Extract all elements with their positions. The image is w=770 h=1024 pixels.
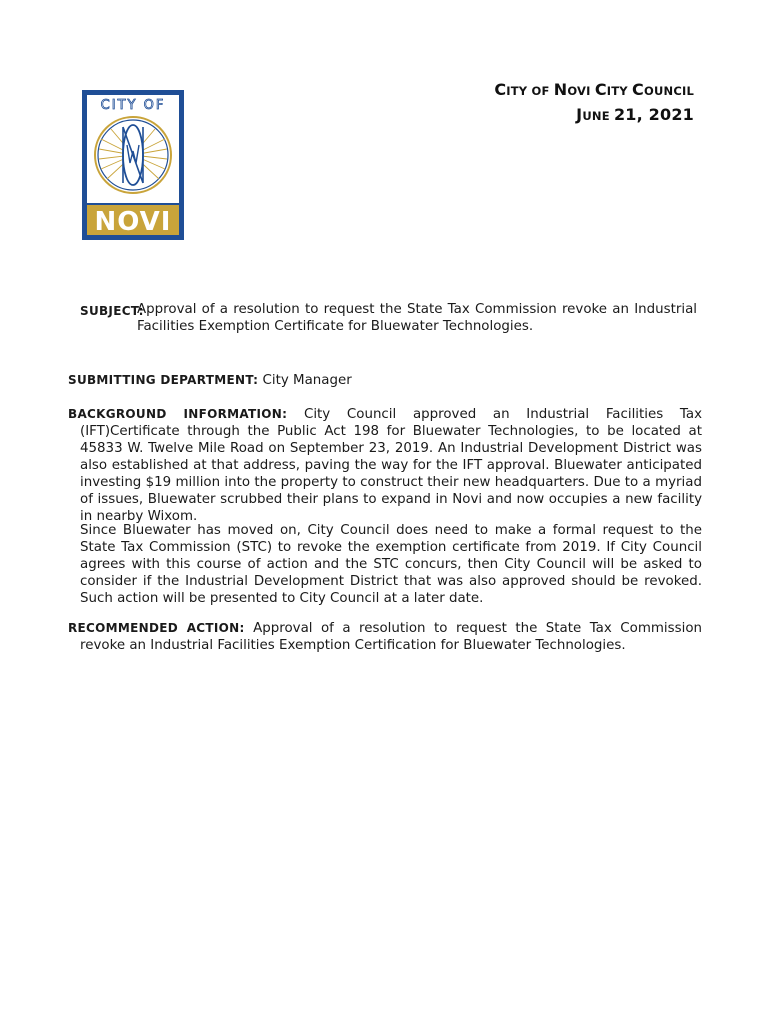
document-header [494,78,694,128]
background-paragraph-1: BACKGROUND INFORMATION: City Council approved an Industrial Facilities Tax (IFT)Certificate through the Public Act 198 for Bluewater Technologies, to be located at 45833 W. Twelve Mile Road on September 23, 2019. An Industrial Development District was also established at that address, paving the way for the IFT approval. Bluewater anticipated investing $19 million into the property to construct their new headquarters. Due to a myriad of issues, Bluewater scrubbed their plans to expand in Novi and now occupies a new facility in nearby Wixom. [68,407,702,524]
background-section-2 [80,522,702,607]
recommended-action-label: RECOMMENDED ACTION: [68,621,245,635]
recommended-action-section [68,620,702,654]
department-label: SUBMITTING DEPARTMENT: [68,373,259,387]
svg-text:NOVI: NOVI [94,207,172,237]
background-section [68,406,702,525]
department-value: City Manager [262,373,352,388]
header-meeting-date: JUNE 21, 2021 [576,105,694,124]
department-section [68,372,708,389]
background-label: BACKGROUND INFORMATION: [68,407,288,421]
subject-label: SUBJECT: [80,304,144,318]
header-council-name: CITY OF NOVI CITY COUNCIL [494,80,694,99]
background-paragraph-2: Since Bluewater has moved on, City Council does need to make a formal request to the State Tax Commission (STC) to revoke the exemption certificate from 2019. If City Council agrees with this course of action and the STC concurs, then City Council will be asked to consider if the Industrial Development District that was also approved should be revoked. Such action will be presented to City Council at a later date. [80,523,702,606]
subject-text: Approval of a resolution to request the State Tax Commission revoke an Industrial Facilities Exemption Certificate for Bluewater Technologies. [137,302,697,334]
city-seal-icon [81,89,185,241]
city-of-novi-logo [81,89,185,241]
svg-text:CITY OF: CITY OF [100,98,166,113]
recommended-action-paragraph: RECOMMENDED ACTION: Approval of a resolution to request the State Tax Commission revoke an Industrial Facilities Exemption Certification for Bluewater Technologies. [68,621,702,653]
